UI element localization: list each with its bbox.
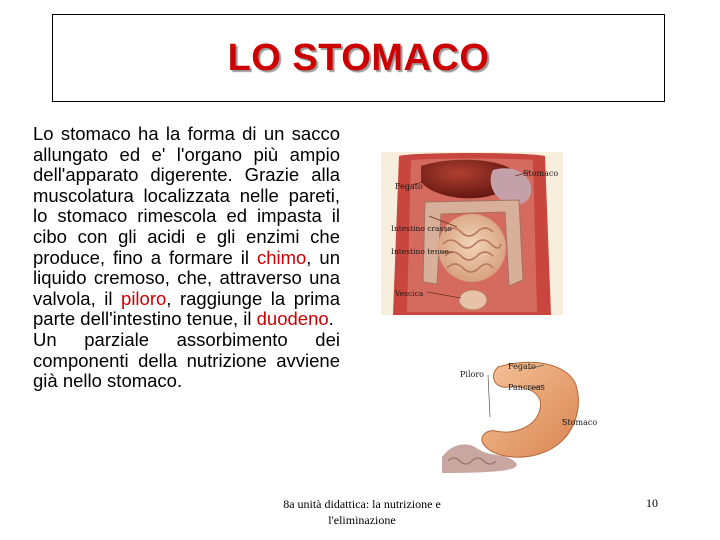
- label-piloro: Piloro: [460, 370, 484, 379]
- paragraph-1-part-d: .: [328, 308, 334, 330]
- label-fegato-2: Fegato: [508, 362, 536, 371]
- footer-line-2: l'eliminazione: [328, 513, 396, 527]
- label-intestino-tenue: Intestino tenue: [391, 247, 449, 256]
- stomach-anatomy-image: [438, 357, 620, 473]
- page-number: 10: [646, 496, 658, 510]
- abdomen-anatomy-image: [381, 152, 563, 315]
- paragraph-1-part-b: , un liquido cremoso, che, attraverso una valvola, il: [33, 246, 340, 309]
- label-stomaco: Stomaco: [523, 169, 559, 178]
- paragraph-1-part-a: Lo stomaco ha la forma di un sacco allungato ed e' l'organo più ampio dell'apparato digerente. Grazie alla muscolatura localizzata nelle pareti, lo stomaco rimescola ed impasta il cibo con gli acidi e gli enzimi che produce, fino a formare il: [33, 123, 340, 268]
- footer-caption: [262, 496, 462, 528]
- bladder-shape: [459, 290, 487, 310]
- label-pancreas: Pancreas: [508, 383, 545, 392]
- label-intestino-crasso: Intestino crasso: [391, 224, 452, 233]
- label-vescica: Vescica: [395, 289, 424, 298]
- paragraph-1: [33, 124, 340, 330]
- label-stomaco-2: Stomaco: [562, 418, 598, 427]
- title-box: [52, 14, 665, 102]
- paragraph-2: Un parziale assorbimento dei componenti della nutrizione avviene già nello stomaco.: [33, 328, 340, 392]
- label-fegato: Fegato: [395, 182, 423, 191]
- footer-line-1: 8a unità didattica: la nutrizione e: [283, 497, 441, 511]
- paragraph-1-part-c: , raggiunge la prima parte dell'intestino tenue, il: [33, 287, 340, 330]
- body-text: [33, 124, 340, 392]
- term-piloro: piloro: [121, 287, 167, 309]
- page-title: LO STOMACO: [227, 36, 490, 79]
- term-duodeno: duodeno: [256, 308, 329, 330]
- term-chimo: chimo: [256, 246, 307, 268]
